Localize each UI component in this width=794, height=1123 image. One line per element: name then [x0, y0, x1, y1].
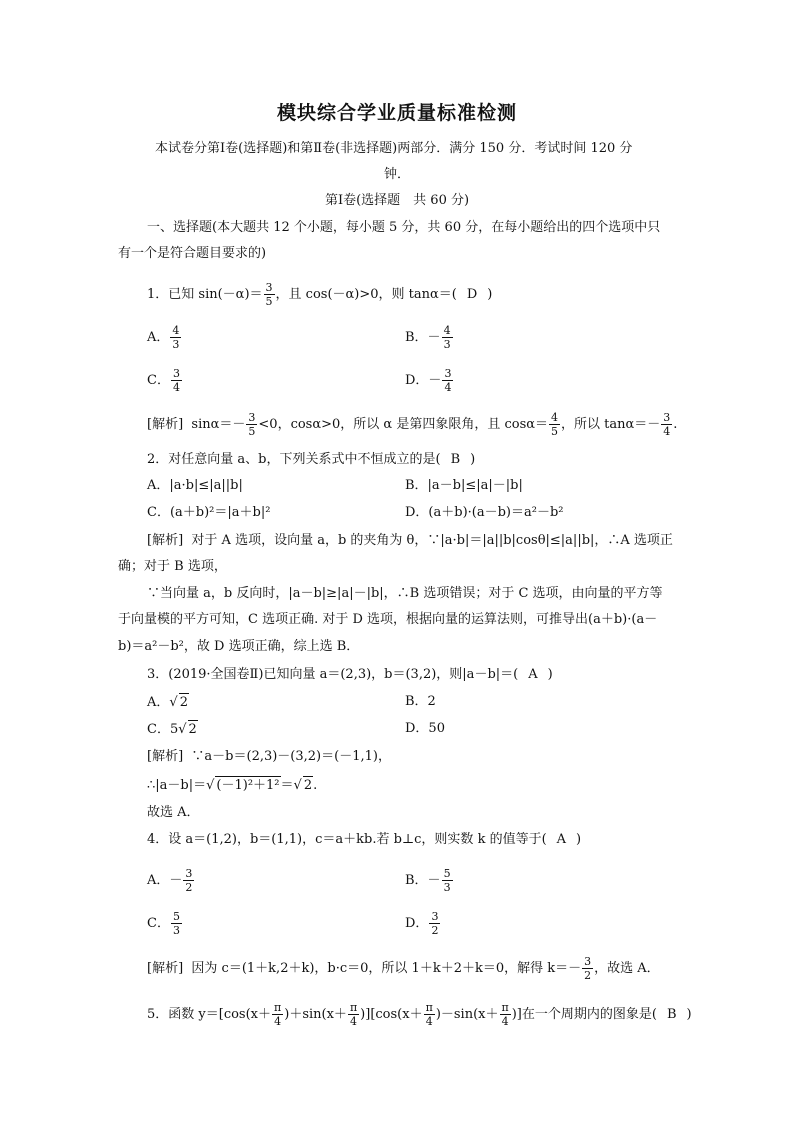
answer-letter: A — [556, 832, 567, 847]
option-a: A．√ 2 — [147, 695, 188, 710]
option-d: D．(a＋b)·(a－b)＝a²－b² — [405, 505, 564, 520]
question-2-stem: 2．对任意向量 a、b，下列关系式中不恒成立的是( B ) — [147, 452, 476, 467]
part-instructions-1: 一、选择题(本大题共 12 个小题，每小题 5 分，共 60 分，在每小题给出的四个选项中只 — [147, 220, 661, 235]
option-a: A． $\frac{4}{3}$ — [147, 324, 180, 351]
option-b: B．|a－b|≤|a|－|b| — [405, 478, 523, 493]
solution-3-line-3: 故选 A． — [147, 805, 200, 820]
option-c: C． $\frac{5}{3}$ — [147, 910, 180, 937]
option-b: B．－ $\frac{5}{3}$ — [405, 867, 451, 894]
solution-2-line-5: b)＝a²－b²，故 D 选项正确，综上选 B． — [118, 639, 360, 654]
answer-letter: B — [450, 452, 461, 467]
solution-3-line-1: [解析] ∵a－b＝(2,3)－(3,2)＝(－1,1)， — [147, 749, 391, 764]
answer-letter: D — [466, 287, 478, 302]
answer-letter: B — [666, 1007, 677, 1022]
solution-2-line-1: [解析] 对于 A 选项，设向量 a，b 的夹角为 θ，∵|a·b|＝|a||b|cosθ|≤|a||b|，∴A 选项正 — [147, 533, 673, 548]
question-5-stem: 5．函数 y＝[cos(x＋ $\frac{\pi}{4}$ )＋sin(x＋ $\frac{\pi}{4}$ )][cos(x＋ $\frac{\pi}{4}$ )－sin(x＋ $\frac{\pi}{4}$ )]在一个周期内的图象是( B ) — [147, 1001, 692, 1028]
option-a: A．－ $\frac{3}{2}$ — [147, 867, 193, 894]
solution-2-line-3: ∵当向量 a，b 反向时，|a－b|≥|a|－|b|，∴B 选项错误；对于 C 选项，由向量的平方等 — [147, 586, 663, 601]
answer-letter: A — [528, 667, 538, 682]
option-a: A．|a·b|≤|a||b| — [147, 478, 243, 493]
option-c: C．5√ 2 — [147, 722, 197, 737]
fraction: $\frac{3}{5}$ — [265, 281, 273, 308]
option-d: D． $\frac{3}{2}$ — [405, 910, 439, 937]
solution-tag: [解析] — [147, 417, 184, 432]
part-instructions-2: 有一个是符合题目要求的) — [118, 246, 267, 261]
intro-line-1: 本试卷分第Ⅰ卷(选择题)和第Ⅱ卷(非选择题)两部分．满分 150 分．考试时间 120 分 — [155, 141, 633, 156]
option-c: C． $\frac{3}{4}$ — [147, 367, 180, 394]
option-c: C．(a＋b)²＝|a＋b|² — [147, 505, 271, 520]
option-b: B．－ $\frac{4}{3}$ — [405, 324, 451, 351]
solution-3-line-2: ∴|a－b|＝√ (－1)²＋1²＝√ 2. — [147, 778, 318, 793]
solution-2-line-4: 于向量模的平方可知，C 选项正确. 对于 D 选项，根据向量的运算法则，可推导出(a＋b)·(a－ — [118, 612, 658, 627]
intro-line-2: 钟． — [383, 167, 410, 182]
solution-1: [解析] sinα＝－ $\frac{3}{5}$ <0，cosα>0，所以 α 是第四象限角，且 cosα＝ $\frac{4}{5}$ ，所以 tanα＝－ $\frac{3}{4}$ . — [147, 411, 678, 438]
section-header: 第Ⅰ卷(选择题 共 60 分) — [324, 193, 470, 208]
option-d: D．－ $\frac{3}{4}$ — [405, 367, 452, 394]
solution-4: [解析] 因为 c＝(1＋k,2＋k)，b·c＝0，所以 1＋k＋2＋k＝0，解得 k＝－ $\frac{3}{2}$ ，故选 A． — [147, 955, 660, 982]
question-4-stem: 4．设 a＝(1,2)，b＝(1,1)，c＝a＋kb.若 b⊥c，则实数 k 的值等于( A ) — [147, 832, 582, 847]
solution-2-line-2: 确；对于 B 选项， — [118, 559, 227, 574]
option-d: D．50 — [405, 721, 445, 736]
question-3-stem: 3．(2019·全国卷Ⅱ)已知向量 a＝(2,3)，b＝(3,2)，则|a－b|＝( A ) — [147, 667, 553, 682]
option-b: B．2 — [405, 694, 436, 709]
question-1-stem: 1．已知 sin(－α)＝ $\frac{3}{5}$ ，且 cos(－α)>0，则 tanα＝( D ) — [147, 281, 493, 308]
page-title: 模块综合学业质量标准检测 — [276, 102, 517, 124]
